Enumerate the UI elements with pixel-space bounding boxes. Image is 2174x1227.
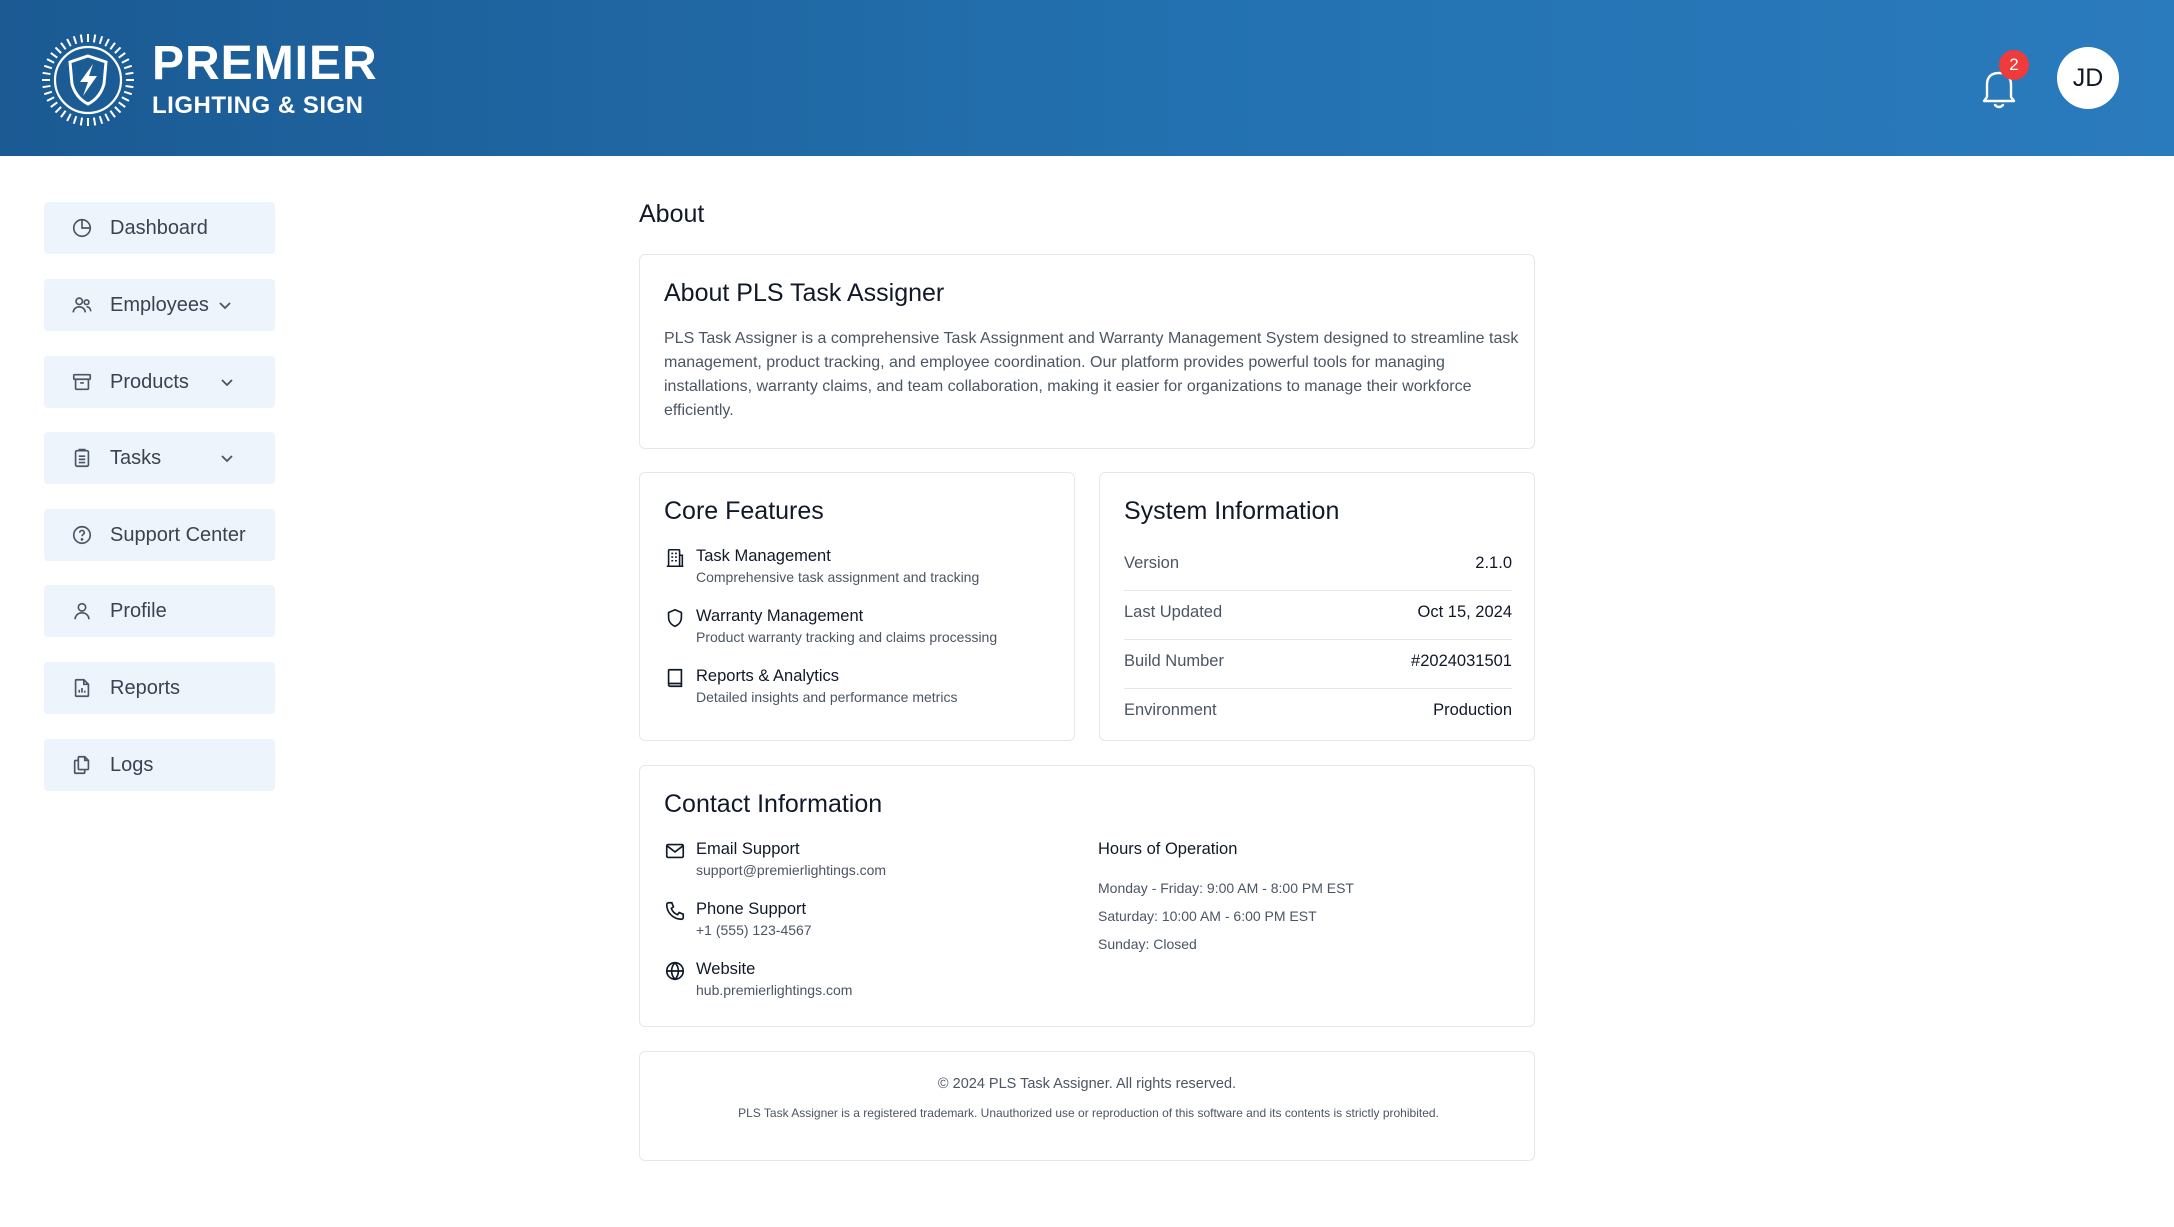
hours-line: Saturday: 10:00 AM - 6:00 PM EST — [1098, 908, 1317, 924]
clipboard-icon — [70, 446, 94, 470]
contact-item-value[interactable]: +1 (555) 123-4567 — [696, 922, 812, 938]
brand-title: PREMIER — [152, 37, 378, 90]
contact-item-value[interactable]: support@premierlightings.com — [696, 862, 887, 878]
brand-logo[interactable] — [40, 32, 378, 128]
app-header — [0, 0, 2174, 156]
about-card — [639, 254, 1535, 449]
phone-icon — [664, 900, 686, 922]
user-icon — [70, 599, 94, 623]
system-info-card — [1099, 472, 1535, 741]
feature-description: Product warranty tracking and claims processing — [696, 629, 998, 645]
sidebar-item-support-center[interactable] — [44, 509, 275, 561]
system-info-row — [1124, 591, 1512, 640]
core-features-card — [639, 472, 1075, 741]
sidebar-item-label: Tasks — [110, 446, 162, 469]
chevron-down-icon — [217, 448, 237, 468]
help-circle-icon — [70, 523, 94, 547]
trademark-text: PLS Task Assigner is a registered trademark. Unauthorized use or reproduction of this software and its contents is strictly prohibited. — [738, 1106, 1439, 1120]
feature-title: Task Management — [696, 547, 831, 565]
system-info-row — [1124, 689, 1512, 738]
brand-subtitle: LIGHTING & SIGN — [152, 92, 364, 119]
feature-title: Reports & Analytics — [696, 667, 840, 685]
contact-item-title: Phone Support — [696, 900, 807, 918]
sidebar-item-label: Logs — [110, 753, 154, 776]
feature-title: Warranty Management — [696, 607, 864, 625]
hours-title: Hours of Operation — [1098, 840, 1238, 858]
about-description: PLS Task Assigner is a comprehensive Task Assignment and Warranty Management System designed to streamline task management, product tracking, and employee coordination. Our platform provides powerful tools for managing installations, warranty claims, and team collaboration, making it easier for organizations to manage their workforce efficiently. — [664, 330, 1519, 419]
system-info-label: Version — [1124, 554, 1180, 572]
sidebar-item-employees[interactable] — [44, 279, 275, 331]
sidebar-item-label: Products — [110, 370, 189, 393]
sidebar-item-label: Reports — [110, 676, 181, 699]
page-title: About — [639, 200, 705, 228]
file-chart-icon — [70, 676, 94, 700]
system-info-label: Environment — [1124, 701, 1217, 719]
footer-card — [639, 1051, 1535, 1161]
sidebar-item-label: Dashboard — [110, 216, 208, 239]
hours-line: Sunday: Closed — [1098, 936, 1197, 952]
contact-item-title: Website — [696, 960, 756, 978]
system-info-value: Oct 15, 2024 — [1417, 603, 1512, 621]
system-info-label: Build Number — [1124, 652, 1224, 670]
chevron-down-icon — [217, 372, 237, 392]
contact-item-title: Email Support — [696, 840, 800, 858]
user-avatar[interactable]: JD — [2057, 47, 2119, 109]
core-features-title: Core Features — [664, 497, 824, 525]
sidebar-item-reports[interactable] — [44, 662, 275, 714]
logo-emblem-icon — [40, 32, 136, 128]
system-info-row — [1124, 542, 1512, 591]
about-title: About PLS Task Assigner — [664, 279, 945, 307]
sidebar-item-products[interactable] — [44, 356, 275, 408]
archive-icon — [70, 370, 94, 394]
system-info-value: #2024031501 — [1411, 652, 1512, 670]
shield-icon — [664, 607, 686, 629]
chevron-down-icon — [215, 295, 235, 315]
feature-description: Detailed insights and performance metrics — [696, 689, 958, 705]
pie-chart-icon — [70, 216, 94, 240]
contact-card — [639, 765, 1535, 1027]
system-info-label: Last Updated — [1124, 603, 1223, 621]
feature-description: Comprehensive task assignment and tracking — [696, 569, 980, 585]
contact-item-value[interactable]: hub.premierlightings.com — [696, 982, 853, 998]
sidebar-item-tasks[interactable] — [44, 432, 275, 484]
sidebar-item-logs[interactable] — [44, 739, 275, 791]
building-icon — [664, 547, 686, 569]
file-stack-icon — [70, 753, 94, 777]
users-icon — [70, 293, 94, 317]
sidebar-item-label: Profile — [110, 599, 167, 622]
copyright-text: © 2024 PLS Task Assigner. All rights reserved. — [937, 1076, 1237, 1092]
notification-badge: 2 — [1999, 50, 2029, 80]
book-icon — [664, 667, 686, 689]
sidebar-item-profile[interactable] — [44, 585, 275, 637]
sidebar-item-dashboard[interactable] — [44, 202, 275, 254]
hours-line: Monday - Friday: 9:00 AM - 8:00 PM EST — [1098, 880, 1354, 896]
sidebar-item-label: Employees — [110, 293, 209, 316]
system-info-value: Production — [1433, 701, 1512, 719]
globe-icon — [664, 960, 686, 982]
system-info-title: System Information — [1124, 497, 1340, 525]
sidebar-item-label: Support Center — [110, 523, 246, 546]
mail-icon — [664, 840, 686, 862]
system-info-row — [1124, 640, 1512, 689]
contact-title: Contact Information — [664, 790, 883, 818]
system-info-value: 2.1.0 — [1475, 554, 1512, 572]
